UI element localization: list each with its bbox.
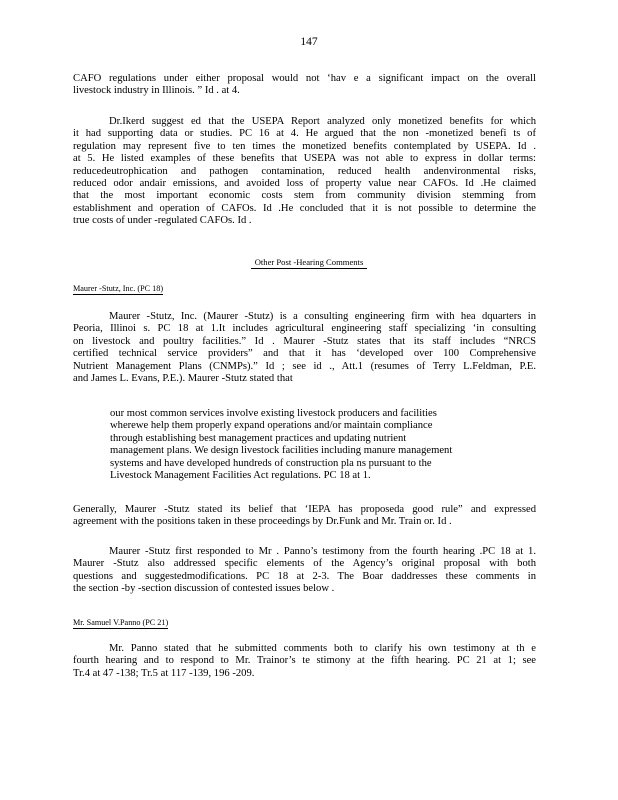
text-line: Tr.4 at 47 -138; Tr.5 at 117 -139, 196 -209. bbox=[73, 667, 255, 679]
text-line: true costs of under -regulated CAFOs. Id . bbox=[73, 215, 252, 227]
paragraph-ikerd bbox=[73, 116, 536, 228]
text-line: certified technical service providers” and that it has ‘developed over 100 Comprehensive bbox=[73, 348, 536, 360]
block-quote bbox=[110, 408, 480, 482]
text-line: Nutrient Management Plans (CNMPs).” Id ; see id ., Att.1 (resumes of Terry L.Feldman, P.E. bbox=[73, 360, 536, 372]
text-line: CAFO regulations under either proposal would not ‘hav e a significant impact on the overall bbox=[73, 73, 536, 84]
paragraph-panno bbox=[73, 643, 536, 680]
paragraph-maurer-stutz-intro bbox=[73, 311, 536, 385]
text-line: the section -by -section discussion of contested issues below . bbox=[73, 583, 335, 595]
text-line: establishment and operation of CAFOs. Id .He concluded that it is not possible to determine the bbox=[73, 202, 536, 214]
text-line: reduced odor andair emissions, and avoided loss of property value near CAFOs. Id .He claimed bbox=[73, 178, 536, 190]
paragraph-cafo-regulations bbox=[73, 73, 536, 98]
text-line: Maurer -Stutz also addressed specific elements of the Agency’s original proposal with both bbox=[73, 558, 536, 570]
subheading-maurer-stutz: Maurer -Stutz, Inc. (PC 18) bbox=[73, 284, 164, 293]
text-line: fourth hearing and to respond to Mr. Trainor’s te stimony at the fifth hearing. PC 21 at 1; see bbox=[73, 655, 536, 667]
quote-line: management plans. We design livestock facilities including manure management bbox=[110, 445, 453, 457]
paragraph-maurer-stutz-responded bbox=[73, 546, 536, 596]
text-line: agreement with the positions taken in these proceedings by Dr.Funk and Mr. Train or. Id . bbox=[73, 516, 452, 528]
paragraph-generally bbox=[73, 504, 536, 529]
quote-line: Livestock Management Facilities Act regulations. PC 18 at 1. bbox=[110, 470, 371, 482]
page-number: 147 bbox=[300, 36, 318, 48]
section-heading: Other Post -Hearing Comments bbox=[0, 257, 618, 267]
text-line: and James L. Evans, P.E.). Maurer -Stutz stated that bbox=[73, 373, 293, 385]
text-line: Generally, Maurer -Stutz stated its belief that ‘IEPA has proposeda good rule” and expressed bbox=[73, 504, 536, 515]
text-line: Dr.Ikerd suggest ed that the USEPA Report analyzed only monetized benefits for which bbox=[109, 116, 536, 127]
text-line: Maurer -Stutz first responded to Mr . Panno’s testimony from the fourth hearing .PC 18 at 1. bbox=[109, 546, 536, 557]
subheading-panno: Mr. Samuel V.Panno (PC 21) bbox=[73, 618, 169, 627]
text-line: reducedeutrophication and pathogen contamination, reduced health andenvironmental risks, bbox=[73, 165, 536, 177]
text-line: on livestock and poultry facilities.” Id . Maurer -Stutz states that its staff includes “NRCS bbox=[73, 335, 536, 347]
quote-line: our most common services involve existing livestock producers and facilities bbox=[110, 408, 437, 419]
text-line: that the most important economic costs stem from community division stemming from bbox=[73, 190, 536, 202]
text-line: regulation may represent five to ten times the monetized benefits contemplated by USEPA. Id . bbox=[73, 140, 536, 152]
quote-line: wherewe help them properly expand operations and/or maintain compliance bbox=[110, 420, 433, 432]
text-line: livestock industry in Illinois. ” Id . at 4. bbox=[73, 85, 240, 97]
text-line: it had supporting data or studies. PC 16 at 4. He argued that the non -monetized benefi ts of bbox=[73, 128, 536, 140]
text-line: questions and suggestedmodifications. PC 18 at 2-3. The Boar daddresses these comments in bbox=[73, 570, 536, 582]
quote-line: through establishing best management practices and updating nutrient bbox=[110, 432, 407, 444]
text-line: Maurer -Stutz, Inc. (Maurer -Stutz) is a consulting engineering firm with hea dquarters in bbox=[109, 311, 536, 322]
text-line: Peoria, Illinoi s. PC 18 at 1.It includes agricultural engineering staff specializing ‘in consulting bbox=[73, 323, 536, 335]
text-line: Mr. Panno stated that he submitted comments both to clarify his own testimony at th e bbox=[109, 643, 536, 654]
quote-line: systems and have developed hundreds of construction pla ns pursuant to the bbox=[110, 457, 432, 469]
text-line: at 5. He listed examples of these benefits that USEPA was not able to express in dollar terms: bbox=[73, 153, 536, 165]
